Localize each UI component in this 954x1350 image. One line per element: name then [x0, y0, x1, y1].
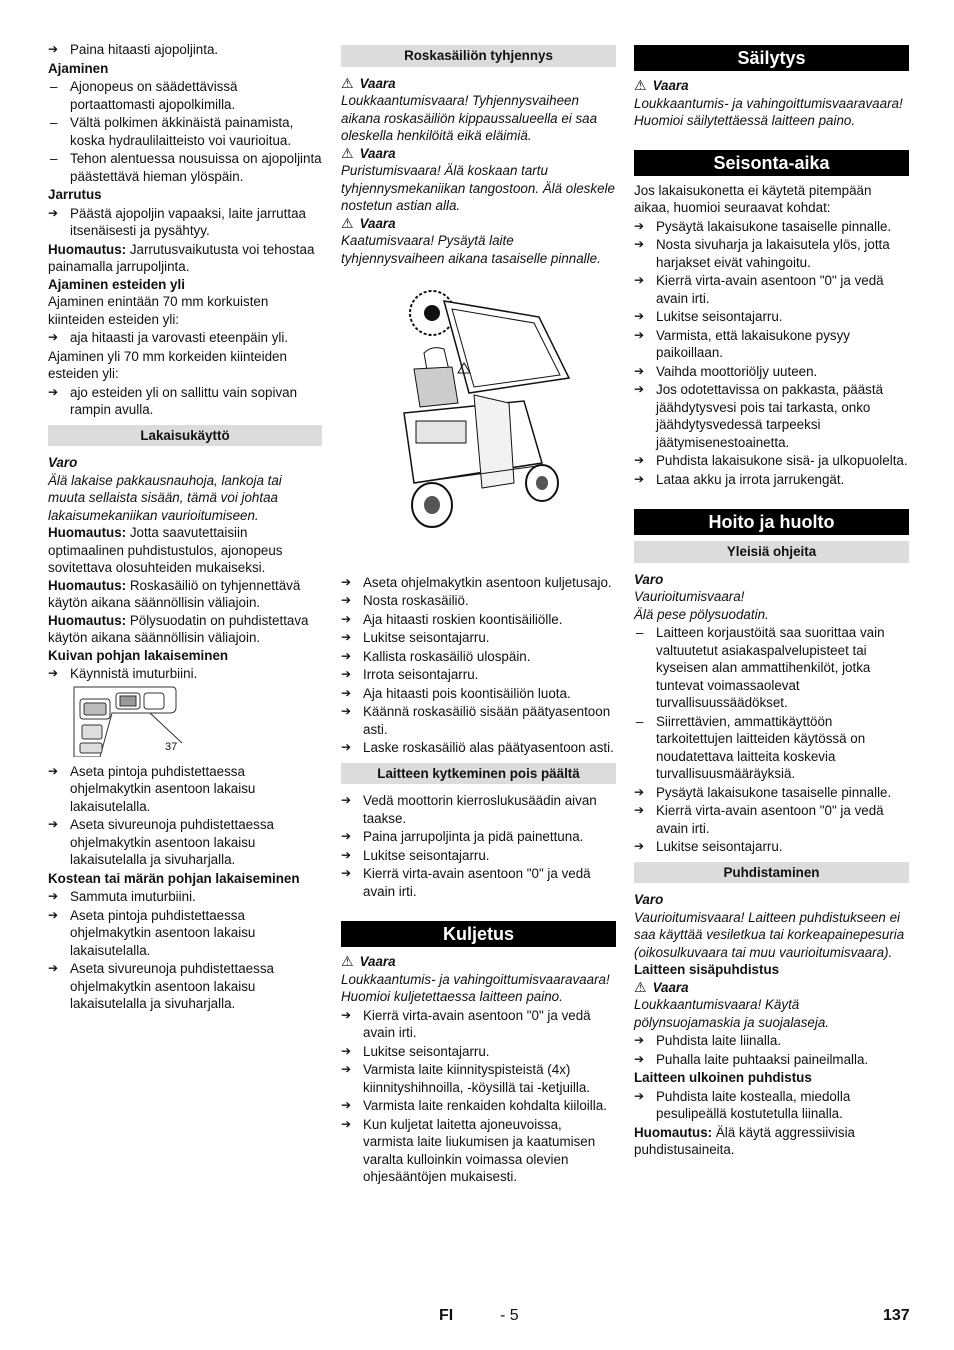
list-item: ➔ Lataa akku ja irrota jarrukengät. — [634, 471, 909, 489]
warning-text: Puristumisvaara! Älä koskaan tartu tyhjennysmekaniikan tangostoon. Älä oleskele nostetun astian alla. — [341, 163, 615, 213]
paragraph: Ajaminen enintään 70 mm korkuisten kiinteiden esteiden yli: — [48, 294, 269, 327]
control-panel-illustration — [72, 685, 222, 757]
warning-icon: ⚠ — [341, 953, 354, 969]
list-item: ➔ Vedä moottorin kierroslukusäädin aivan taakse. — [341, 792, 616, 827]
footer-section-page: - 5 — [500, 1307, 519, 1324]
note: Huomautus: Jarrutusvaikutusta voi tehostaa painamalla jarrupoljinta. — [48, 241, 315, 274]
list-item: ➔ Nosta sivuharja ja lakaisutela ylös, jotta harjakset eivät vahingoitu. — [634, 236, 909, 271]
section-heading: Kuivan pohjan lakaiseminen — [48, 647, 229, 663]
column-1 — [48, 40, 322, 1014]
list-item: ➔ Kierrä virta-avain asentoon "0" ja vedä avain irti. — [634, 802, 909, 837]
paragraph: Jos lakaisukonetta ei käytetä pitempään aikaa, huomioi seuraavat kohdat: — [634, 182, 872, 215]
list-item: – Vältä polkimen äkkinäistä painamista, koska hydraulilaitteisto voi vaurioitua. — [48, 114, 322, 149]
column-3 — [634, 40, 909, 1159]
warning-text: Loukkaantumis- ja vahingoittumisvaaravaara! Huomioi säilytettäessä laitteen paino. — [634, 95, 903, 128]
caution-text: Älä lakaise pakkausnauhoja, lankoja tai muuta sellaista sisään, tämä voi johtaa lakaisumekaniikan vaurioitumiseen. — [48, 472, 282, 523]
list-item: ➔ Aseta sivureunoja puhdistettaessa ohjelmakytkin asentoon lakaisu lakaisutelalla ja sivuharjalla. — [48, 816, 322, 869]
list-item: ➔ Käynnistä imuturbiini. — [48, 665, 322, 683]
list-item: ➔ Laske roskasäiliö alas päätyasentoon asti. — [341, 739, 616, 757]
list-item: ➔ Kierrä virta-avain asentoon "0" ja vedä avain irti. — [341, 1007, 616, 1042]
column-2 — [341, 40, 616, 1187]
warning-label: ⚠ Vaara — [634, 77, 689, 93]
page-number: 137 — [883, 1307, 910, 1324]
list-item: ➔ Lukitse seisontajarru. — [341, 629, 616, 647]
list-item: ➔ Päästä ajopoljin vapaaksi, laite jarruttaa itsenäisesti ja pysähtyy. — [48, 205, 322, 240]
caution-text: Vaurioitumisvaara! Laitteen puhdistukseen ei saa käyttää vesiletkua tai korkeapainepesuria (oikosulkuvaara tai muu vaurioitumisvaara). — [634, 909, 905, 960]
list-item: ➔ Aja hitaasti pois koontisäiliön luota. — [341, 685, 616, 703]
subsection-bar: Yleisiä ohjeita — [634, 541, 909, 563]
list-item: – Laitteen korjaustöitä saa suorittaa vain valtuutetut asiakaspalvelupisteet tai kyseisen alan ammattihenkilöt, jotka tuntevat voimassaolevat turvallisuussäädökset. — [634, 624, 909, 712]
warning-text: Loukkaantumisvaara! Tyhjennysvaiheen aikana roskasäiliön kippaussalueella ei saa oleskella henkilöitä eikä eläimiä. — [341, 93, 598, 143]
list-item: ➔ Nosta roskasäiliö. — [341, 592, 616, 610]
list-item: ➔ Varmista laite renkaiden kohdalta kiiloilla. — [341, 1097, 616, 1115]
list-item: ➔ Lukitse seisontajarru. — [634, 308, 909, 326]
caution-label: Varo — [48, 455, 78, 470]
section-heading: Laitteen ulkoinen puhdistus — [634, 1070, 812, 1085]
list-item: – Tehon alentuessa nousuissa on ajopoljinta päästettävä hieman ylöspäin. — [48, 150, 322, 185]
warning-label: ⚠ Vaara — [341, 953, 396, 969]
list-item: ➔ Irrota seisontajarru. — [341, 666, 616, 684]
list-item: ➔ Kun kuljetat laitetta ajoneuvoissa, varmista laite liukumisen ja kaatumisen varalta kulloinkin voimassa olevien ohjesääntöjen mukaisesti. — [341, 1116, 616, 1186]
list-item: ➔ Paina hitaasti ajopoljinta. — [48, 41, 322, 59]
warning-label: ⚠ Vaara — [634, 978, 689, 995]
list-item: ➔ aja hitaasti ja varovasti eteenpäin yli. — [48, 329, 322, 347]
caution-text: Vaurioitumisvaara! — [634, 589, 745, 604]
list-item: ➔ ajo esteiden yli on sallittu vain sopivan rampin avulla. — [48, 384, 322, 419]
list-item: ➔ Lukitse seisontajarru. — [634, 838, 909, 856]
warning-text: Loukkaantumis- ja vahingoittumisvaaravaara! Huomioi kuljetettaessa laitteen paino. — [341, 971, 610, 1004]
section-heading: Ajaminen esteiden yli — [48, 276, 185, 292]
list-item: ➔ Lukitse seisontajarru. — [341, 1043, 616, 1061]
section-heading: Ajaminen — [48, 60, 109, 76]
subsection-bar: Roskasäiliön tyhjennys — [341, 45, 616, 67]
paragraph: Ajaminen yli 70 mm korkeiden kiinteiden esteiden yli: — [48, 348, 287, 381]
list-item: ➔ Kierrä virta-avain asentoon "0" ja vedä avain irti. — [341, 865, 616, 900]
list-item: ➔ Puhdista laite liinalla. — [634, 1032, 909, 1050]
control-panel-figure — [48, 685, 322, 759]
list-item: ➔ Paina jarrupoljinta ja pidä painettuna. — [341, 828, 616, 846]
note: Huomautus: Roskasäiliö on tyhjennettävä käytön aikana säännöllisin väliajoin. — [48, 577, 301, 610]
section-heading: Laitteen sisäpuhdistus — [634, 962, 780, 977]
list-item: ➔ Aseta pintoja puhdistettaessa ohjelmakytkin asentoon lakaisu lakaisutelalla. — [48, 907, 322, 960]
sweeper-illustration — [374, 283, 584, 553]
warning-label: ⚠ Vaara — [341, 144, 396, 161]
list-item: – Siirrettävien, ammattikäyttöön tarkoitettujen laitteiden käytössä on noudatettava laitteita koskevia turvallisuusmääräyksiä. — [634, 713, 909, 783]
section-bar: Kuljetus — [341, 921, 616, 947]
section-bar: Hoito ja huolto — [634, 509, 909, 535]
list-item: ➔ Puhdista laite kostealla, miedolla pesulipeällä kostutetulla liinalla. — [634, 1088, 909, 1123]
subsection-bar: Laitteen kytkeminen pois päältä — [341, 763, 616, 785]
note: Huomautus: Pölysuodatin on puhdistettava käytön aikana säännöllisin väliajoin. — [48, 612, 309, 645]
list-item: – Ajonopeus on säädettävissä portaattomasti ajopolkimilla. — [48, 78, 322, 113]
list-item: ➔ Vaihda moottoriöljy uuteen. — [634, 363, 909, 381]
caution-label: Varo — [634, 892, 664, 907]
section-heading: Jarrutus — [48, 187, 102, 202]
list-item: ➔ Kierrä virta-avain asentoon "0" ja vedä avain irti. — [634, 272, 909, 307]
section-heading: Kostean tai märän pohjan lakaiseminen — [48, 870, 300, 886]
note: Huomautus: Älä käytä aggressiivisia puhdistusaineita. — [634, 1124, 856, 1157]
list-item: ➔ Pysäytä lakaisukone tasaiselle pinnalle. — [634, 784, 909, 802]
list-item: ➔ Varmista, että lakaisukone pysyy paikoillaan. — [634, 327, 909, 362]
warning-icon: ⚠ — [341, 74, 354, 91]
list-item: ➔ Aja hitaasti roskien koontisäiliölle. — [341, 611, 616, 629]
warning-label: ⚠ Vaara — [341, 74, 396, 91]
list-item: ➔ Varmista laite kiinnityspisteistä (4x) kiinnityshihnoilla, -köysillä tai -ketjuilla. — [341, 1061, 616, 1096]
subsection-bar: Lakaisukäyttö — [48, 425, 322, 447]
list-item: ➔ Puhalla laite puhtaaksi paineilmalla. — [634, 1051, 909, 1069]
list-item: ➔ Puhdista lakaisukone sisä- ja ulkopuolelta. — [634, 452, 909, 470]
list-item: ➔ Aseta pintoja puhdistettaessa ohjelmakytkin asentoon lakaisu lakaisutelalla. — [48, 763, 322, 816]
warning-icon: ⚠ — [634, 77, 647, 93]
note: Huomautus: Jotta saavutettaisiin optimaalinen puhdistustulos, ajonopeus sovitettava olosuhteiden mukaiseksi. — [48, 525, 283, 575]
warning-label: ⚠ Vaara — [341, 214, 396, 231]
section-bar: Seisonta-aika — [634, 150, 909, 176]
sweeper-figure — [341, 283, 616, 558]
caution-text: Älä pese pölysuodatin. — [634, 606, 769, 622]
warning-text: Loukkaantumisvaara! Käytä pölynsuojamaskia ja suojalaseja. — [634, 997, 830, 1030]
figure-number: 37 — [165, 740, 178, 753]
warning-icon: ⚠ — [341, 214, 354, 231]
section-bar: Säilytys — [634, 45, 909, 71]
subsection-bar: Puhdistaminen — [634, 862, 909, 884]
warning-text: Kaatumisvaara! Pysäytä laite tyhjennysvaiheen aikana tasaiselle pinnalle. — [341, 233, 601, 266]
footer-language: FI — [439, 1307, 454, 1324]
warning-icon: ⚠ — [634, 978, 647, 995]
list-item: ➔ Lukitse seisontajarru. — [341, 847, 616, 865]
list-item: ➔ Aseta sivureunoja puhdistettaessa ohjelmakytkin asentoon lakaisu lakaisutelalla ja sivuharjalla. — [48, 960, 322, 1013]
list-item: ➔ Käännä roskasäiliö sisään päätyasentoon asti. — [341, 703, 616, 738]
list-item: ➔ Jos odotettavissa on pakkasta, päästä jäähdytysvesi pois tai tarkasta, onko jäähdytysvedessä tarpeeksi jäätymisenestoainetta. — [634, 381, 909, 451]
list-item: ➔ Pysäytä lakaisukone tasaiselle pinnalle. — [634, 218, 909, 236]
warning-icon: ⚠ — [341, 144, 354, 161]
caution-label: Varo — [634, 571, 664, 587]
list-item: ➔ Aseta ohjelmakytkin asentoon kuljetusajo. — [341, 574, 616, 592]
list-item: ➔ Kallista roskasäiliö ulospäin. — [341, 648, 616, 666]
list-item: ➔ Sammuta imuturbiini. — [48, 888, 322, 906]
